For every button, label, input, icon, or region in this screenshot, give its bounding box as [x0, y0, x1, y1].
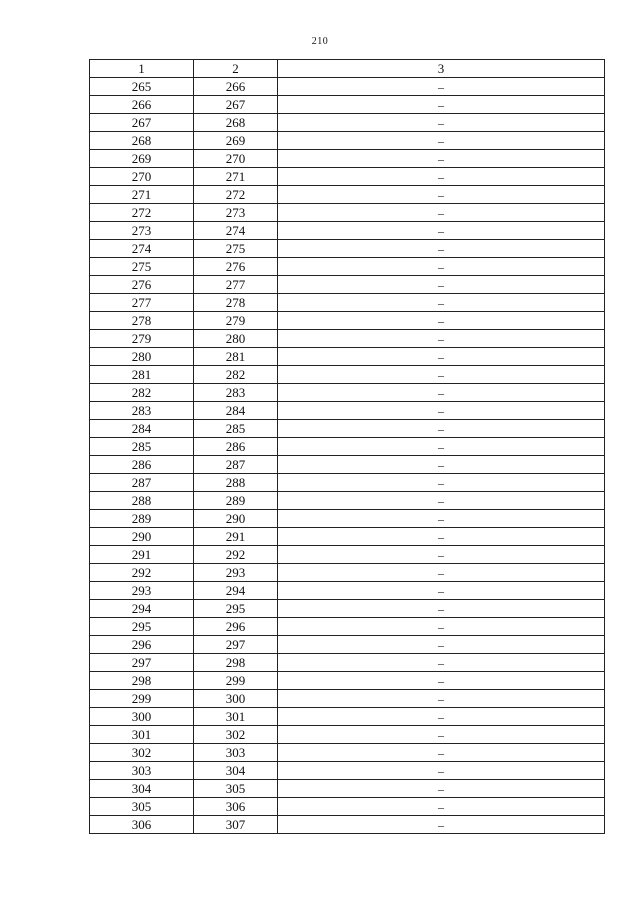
table-cell-col-1: 289	[90, 510, 194, 528]
table-cell-col-1: 287	[90, 474, 194, 492]
column-header-3: 3	[278, 60, 605, 78]
table-cell-col-2: 272	[194, 186, 278, 204]
table-cell-col-1: 295	[90, 618, 194, 636]
table-cell-col-1: 288	[90, 492, 194, 510]
table-cell-col-1: 276	[90, 276, 194, 294]
table-cell-col-2: 267	[194, 96, 278, 114]
table-cell-col-3: –	[278, 492, 605, 510]
table-cell-col-2: 277	[194, 276, 278, 294]
table-cell-col-2: 297	[194, 636, 278, 654]
table-row	[90, 510, 605, 528]
table-cell-col-1: 268	[90, 132, 194, 150]
page-number: 210	[311, 36, 329, 47]
table-cell-col-2: 295	[194, 600, 278, 618]
table-cell-col-3: –	[278, 726, 605, 744]
table-row	[90, 744, 605, 762]
table-row	[90, 312, 605, 330]
table-row	[90, 528, 605, 546]
table-cell-col-1: 301	[90, 726, 194, 744]
table-cell-col-1: 292	[90, 564, 194, 582]
table-cell-col-1: 277	[90, 294, 194, 312]
table-cell-col-3: –	[278, 114, 605, 132]
table-cell-col-2: 289	[194, 492, 278, 510]
table-row	[90, 384, 605, 402]
table-cell-col-1: 274	[90, 240, 194, 258]
table-row	[90, 726, 605, 744]
table-cell-col-2: 287	[194, 456, 278, 474]
table-row	[90, 708, 605, 726]
table-cell-col-3: –	[278, 78, 605, 96]
table-cell-col-2: 300	[194, 690, 278, 708]
table-cell-col-2: 290	[194, 510, 278, 528]
table-cell-col-3: –	[278, 798, 605, 816]
table-row	[90, 816, 605, 834]
table-cell-col-2: 305	[194, 780, 278, 798]
table-row	[90, 582, 605, 600]
table-cell-col-3: –	[278, 222, 605, 240]
table-cell-col-1: 293	[90, 582, 194, 600]
table-cell-col-2: 288	[194, 474, 278, 492]
table-cell-col-1: 296	[90, 636, 194, 654]
table-row	[90, 564, 605, 582]
table-row	[90, 546, 605, 564]
table-cell-col-2: 286	[194, 438, 278, 456]
table-row	[90, 348, 605, 366]
table-cell-col-2: 294	[194, 582, 278, 600]
table-cell-col-1: 279	[90, 330, 194, 348]
table-cell-col-3: –	[278, 708, 605, 726]
table-cell-col-3: –	[278, 636, 605, 654]
column-header-2: 2	[194, 60, 278, 78]
table-cell-col-3: –	[278, 780, 605, 798]
table-row	[90, 78, 605, 96]
table-row	[90, 258, 605, 276]
table-cell-col-1: 291	[90, 546, 194, 564]
table-cell-col-1: 290	[90, 528, 194, 546]
table-row	[90, 798, 605, 816]
table-cell-col-2: 304	[194, 762, 278, 780]
table-cell-col-1: 298	[90, 672, 194, 690]
table-row	[90, 114, 605, 132]
table-cell-col-2: 303	[194, 744, 278, 762]
table-cell-col-1: 281	[90, 366, 194, 384]
table-cell-col-1: 303	[90, 762, 194, 780]
table-cell-col-2: 292	[194, 546, 278, 564]
table-cell-col-3: –	[278, 420, 605, 438]
table-row	[90, 222, 605, 240]
table-cell-col-2: 273	[194, 204, 278, 222]
table-cell-col-2: 307	[194, 816, 278, 834]
table-cell-col-2: 271	[194, 168, 278, 186]
table-row	[90, 636, 605, 654]
table-cell-col-2: 298	[194, 654, 278, 672]
table-cell-col-1: 265	[90, 78, 194, 96]
table-cell-col-1: 266	[90, 96, 194, 114]
table-row	[90, 402, 605, 420]
table-body	[90, 78, 605, 834]
table-row	[90, 204, 605, 222]
table-cell-col-2: 285	[194, 420, 278, 438]
table-cell-col-3: –	[278, 240, 605, 258]
table-cell-col-1: 294	[90, 600, 194, 618]
table-row	[90, 780, 605, 798]
table-cell-col-3: –	[278, 294, 605, 312]
table-row	[90, 672, 605, 690]
table-row	[90, 618, 605, 636]
table-cell-col-2: 278	[194, 294, 278, 312]
table-row	[90, 330, 605, 348]
table-cell-col-1: 280	[90, 348, 194, 366]
table-cell-col-3: –	[278, 618, 605, 636]
table-cell-col-3: –	[278, 186, 605, 204]
table-cell-col-3: –	[278, 546, 605, 564]
table-row	[90, 96, 605, 114]
table-cell-col-2: 301	[194, 708, 278, 726]
table-cell-col-3: –	[278, 132, 605, 150]
table-cell-col-3: –	[278, 168, 605, 186]
table-cell-col-3: –	[278, 330, 605, 348]
table-header	[90, 60, 605, 78]
table-cell-col-1: 278	[90, 312, 194, 330]
table-cell-col-3: –	[278, 384, 605, 402]
table-cell-col-3: –	[278, 258, 605, 276]
table-cell-col-2: 269	[194, 132, 278, 150]
header-row	[90, 60, 605, 78]
table-cell-col-3: –	[278, 150, 605, 168]
table-cell-col-3: –	[278, 456, 605, 474]
table-row	[90, 690, 605, 708]
table-cell-col-3: –	[278, 510, 605, 528]
table-cell-col-3: –	[278, 744, 605, 762]
table-cell-col-2: 279	[194, 312, 278, 330]
table-cell-col-3: –	[278, 312, 605, 330]
table-cell-col-2: 276	[194, 258, 278, 276]
table-row	[90, 276, 605, 294]
table-row	[90, 474, 605, 492]
table-row	[90, 366, 605, 384]
table-cell-col-2: 280	[194, 330, 278, 348]
table-cell-col-3: –	[278, 402, 605, 420]
table-cell-col-2: 293	[194, 564, 278, 582]
table-cell-col-2: 282	[194, 366, 278, 384]
table-row	[90, 240, 605, 258]
table-cell-col-2: 299	[194, 672, 278, 690]
table-cell-col-2: 268	[194, 114, 278, 132]
table-row	[90, 654, 605, 672]
table-cell-col-2: 281	[194, 348, 278, 366]
table-cell-col-3: –	[278, 366, 605, 384]
table-cell-col-2: 270	[194, 150, 278, 168]
table-cell-col-2: 284	[194, 402, 278, 420]
table-cell-col-1: 282	[90, 384, 194, 402]
table-cell-col-2: 266	[194, 78, 278, 96]
table-cell-col-3: –	[278, 672, 605, 690]
table-row	[90, 150, 605, 168]
table-cell-col-1: 284	[90, 420, 194, 438]
table-cell-col-1: 306	[90, 816, 194, 834]
table-row	[90, 168, 605, 186]
table-cell-col-2: 306	[194, 798, 278, 816]
table-cell-col-1: 285	[90, 438, 194, 456]
table-cell-col-3: –	[278, 276, 605, 294]
table-cell-col-1: 302	[90, 744, 194, 762]
table-row	[90, 294, 605, 312]
table-row	[90, 600, 605, 618]
table-row	[90, 420, 605, 438]
table-cell-col-1: 305	[90, 798, 194, 816]
table-cell-col-1: 271	[90, 186, 194, 204]
column-header-1: 1	[90, 60, 194, 78]
table-cell-col-3: –	[278, 762, 605, 780]
table-cell-col-1: 286	[90, 456, 194, 474]
table-cell-col-1: 269	[90, 150, 194, 168]
table-cell-col-1: 304	[90, 780, 194, 798]
table-row	[90, 492, 605, 510]
table-row	[90, 762, 605, 780]
table-cell-col-1: 300	[90, 708, 194, 726]
table-cell-col-1: 270	[90, 168, 194, 186]
table-cell-col-3: –	[278, 654, 605, 672]
table-cell-col-2: 274	[194, 222, 278, 240]
table-cell-col-1: 267	[90, 114, 194, 132]
table-cell-col-2: 291	[194, 528, 278, 546]
table-cell-col-2: 283	[194, 384, 278, 402]
table-cell-col-1: 272	[90, 204, 194, 222]
table-cell-col-3: –	[278, 348, 605, 366]
table-row	[90, 456, 605, 474]
table-cell-col-1: 283	[90, 402, 194, 420]
table-row	[90, 132, 605, 150]
table-cell-col-3: –	[278, 438, 605, 456]
table-row	[90, 186, 605, 204]
table-cell-col-3: –	[278, 96, 605, 114]
table-cell-col-3: –	[278, 582, 605, 600]
table-cell-col-1: 297	[90, 654, 194, 672]
table-cell-col-3: –	[278, 204, 605, 222]
table-cell-col-2: 302	[194, 726, 278, 744]
table-cell-col-3: –	[278, 600, 605, 618]
table-cell-col-3: –	[278, 690, 605, 708]
table-cell-col-1: 273	[90, 222, 194, 240]
table-cell-col-3: –	[278, 816, 605, 834]
table-cell-col-3: –	[278, 474, 605, 492]
table-cell-col-1: 275	[90, 258, 194, 276]
table-cell-col-1: 299	[90, 690, 194, 708]
table-cell-col-3: –	[278, 564, 605, 582]
data-table	[89, 59, 605, 834]
table-cell-col-2: 296	[194, 618, 278, 636]
table-cell-col-3: –	[278, 528, 605, 546]
table-cell-col-2: 275	[194, 240, 278, 258]
table-row	[90, 438, 605, 456]
